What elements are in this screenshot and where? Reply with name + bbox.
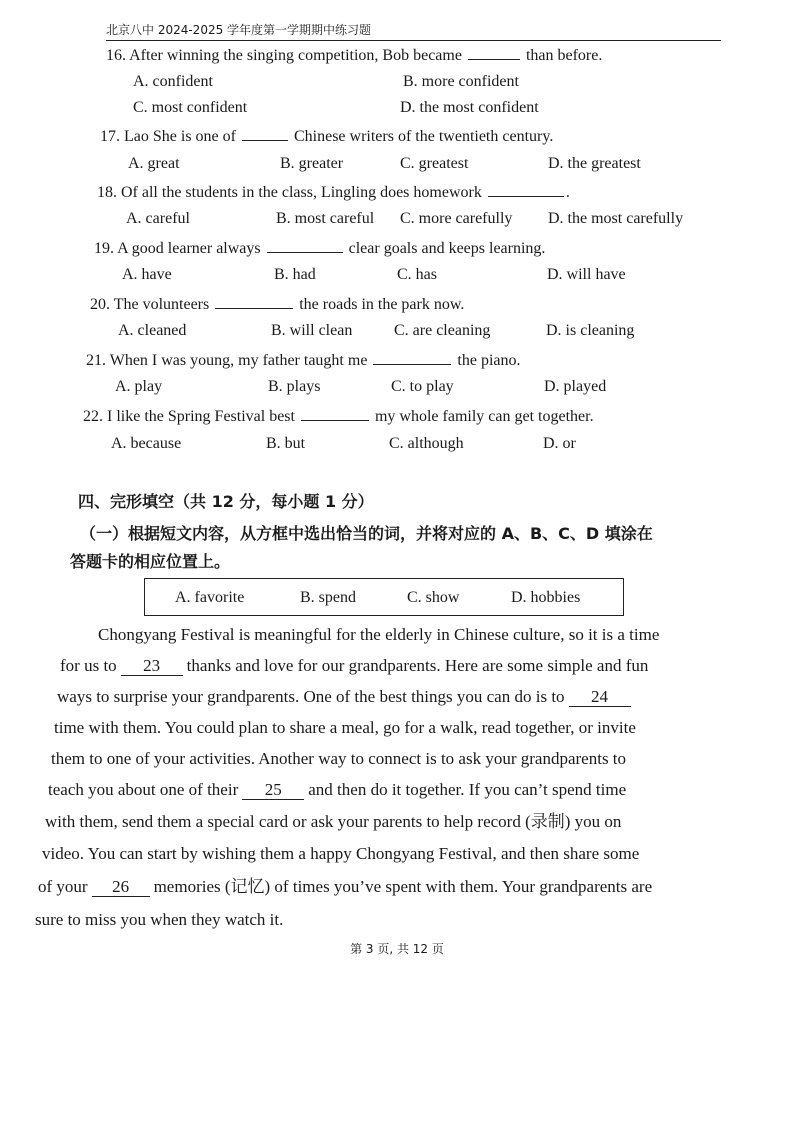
passage-line: time with them. You could plan to share a meal, go for a walk, read together, or invite: [54, 718, 636, 737]
answer-blank: [373, 349, 451, 365]
question-20-option-a: A. cleaned: [118, 322, 187, 339]
answer-blank: [267, 237, 343, 253]
section-title: 四、完形填空（共 12 分，每小题 1 分）: [78, 492, 374, 511]
question-22-option-c: C. although: [389, 435, 464, 452]
question-21-stem: 21. When I was young, my father taught me the piano.: [86, 349, 521, 371]
question-18-stem: 18. Of all the students in the class, Lingling does homework .: [97, 181, 570, 203]
question-19-option-a: A. have: [122, 266, 172, 283]
question-21-option-c: C. to play: [391, 378, 454, 395]
question-22-option-a: A. because: [111, 435, 182, 452]
answer-blank: [468, 44, 520, 60]
page-header: [106, 22, 721, 41]
blank-25: 25: [242, 781, 304, 800]
question-20-stem: 20. The volunteers the roads in the park now.: [90, 293, 464, 315]
question-21-option-d: D. played: [544, 378, 607, 395]
blank-24: 24: [569, 688, 631, 707]
passage-line: ways to surprise your grandparents. One of the best things you can do is to 24: [57, 686, 635, 708]
question-22-option-b: B. but: [266, 435, 306, 452]
question-21-option-b: B. plays: [268, 378, 321, 395]
word-box: [144, 578, 624, 616]
page-footer: 第 3 页, 共 12 页: [350, 942, 444, 956]
question-16-stem: 16. After winning the singing competition, Bob became than before.: [106, 44, 602, 66]
question-17-option-d: D. the greatest: [548, 155, 641, 172]
question-18-option-a: A. careful: [126, 210, 190, 227]
header-title: 北京八中 2024-2025 学年度第一学期期中练习题: [106, 23, 372, 37]
question-16-option-b: B. more confident: [403, 73, 519, 90]
question-20-option-c: C. are cleaning: [394, 322, 491, 339]
word-option-d: D. hobbies: [511, 589, 581, 606]
passage-line: them to one of your activities. Another way to connect is to ask your grandparents to: [51, 749, 627, 768]
question-17-stem: 17. Lao She is one of Chinese writers of the twentieth century.: [100, 125, 553, 147]
passage-line: with them, send them a special card or ask your parents to help record (录制) you on: [45, 812, 622, 831]
passage-line: video. You can start by wishing them a happy Chongyang Festival, and then share some: [42, 844, 640, 863]
passage-line: Chongyang Festival is meaningful for the elderly in Chinese culture, so it is a time: [98, 625, 660, 644]
question-17-option-b: B. greater: [280, 155, 344, 172]
blank-23: 23: [121, 657, 183, 676]
question-22-stem: 22. I like the Spring Festival best my whole family can get together.: [83, 405, 594, 427]
question-19-option-d: D. will have: [547, 266, 626, 283]
answer-blank: [242, 125, 288, 141]
answer-blank: [215, 293, 293, 309]
answer-blank: [301, 405, 369, 421]
instruction-line-1: （一）根据短文内容，从方框中选出恰当的词，并将对应的 A、B、C、D 填涂在: [80, 524, 653, 543]
word-option-b: B. spend: [300, 589, 356, 606]
question-19-option-c: C. has: [397, 266, 437, 283]
question-21-option-a: A. play: [115, 378, 163, 395]
question-16-option-d: D. the most confident: [400, 99, 539, 116]
word-option-a: A. favorite: [175, 589, 245, 606]
question-19-stem: 19. A good learner always clear goals and keeps learning.: [94, 237, 545, 259]
answer-blank: [488, 181, 564, 197]
question-19-option-b: B. had: [274, 266, 316, 283]
passage-line: for us to 23 thanks and love for our grandparents. Here are some simple and fun: [60, 656, 649, 675]
instruction-line-2: 答题卡的相应位置上。: [70, 552, 231, 571]
question-18-option-b: B. most careful: [276, 210, 375, 227]
blank-26: 26: [92, 878, 150, 897]
passage-line: sure to miss you when they watch it.: [35, 910, 284, 929]
passage-line: of your 26 memories (记忆) of times you’ve spent with them. Your grandparents are: [38, 877, 653, 896]
question-16-option-c: C. most confident: [133, 99, 248, 116]
question-20-option-d: D. is cleaning: [546, 322, 635, 339]
question-16-option-a: A. confident: [133, 73, 213, 90]
question-17-option-a: A. great: [128, 155, 180, 172]
question-17-option-c: C. greatest: [400, 155, 469, 172]
question-18-option-c: C. more carefully: [400, 210, 513, 227]
word-option-c: C. show: [407, 589, 460, 606]
question-22-option-d: D. or: [543, 435, 576, 452]
question-20-option-b: B. will clean: [271, 322, 353, 339]
passage-line: teach you about one of their 25 and then do it together. If you can’t spend time: [48, 780, 627, 799]
question-18-option-d: D. the most carefully: [548, 210, 684, 227]
